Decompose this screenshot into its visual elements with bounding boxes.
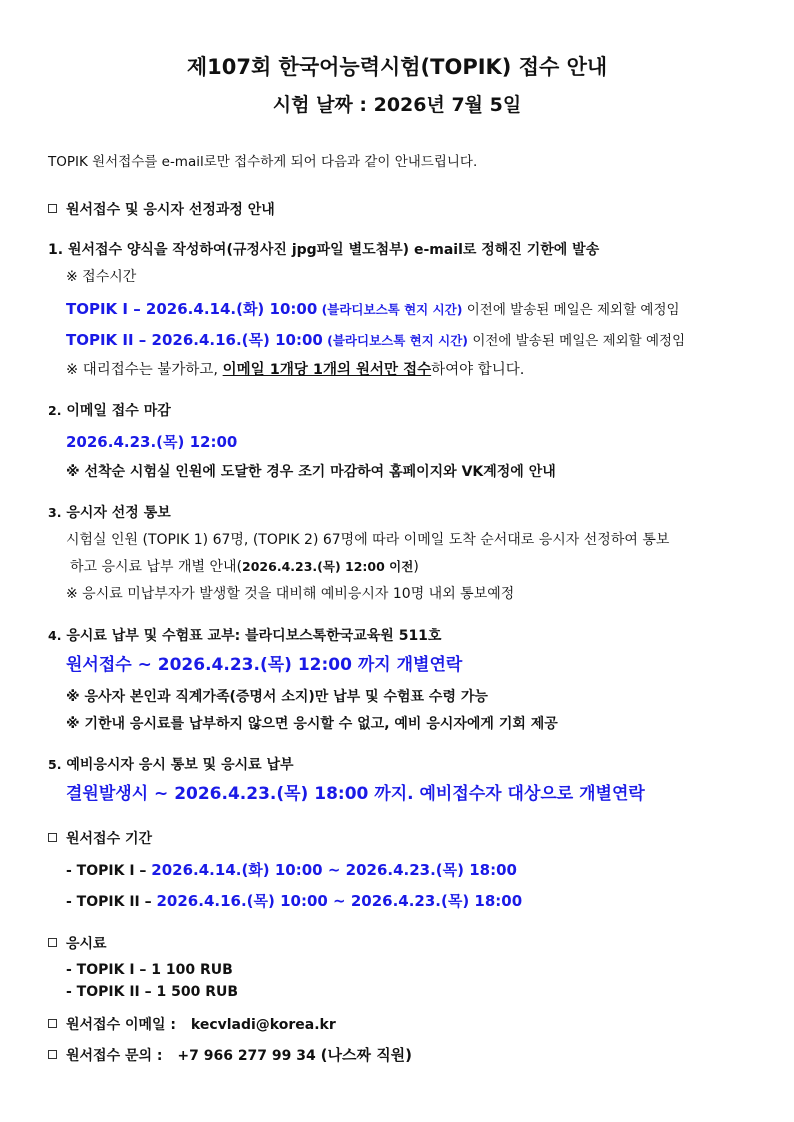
item-title-text: 응시자 선정 통보	[66, 505, 171, 521]
item4-note1: ※ 응사자 본인과 직계가족(증명서 소지)만 납부 및 수험표 수령 가능	[66, 689, 488, 705]
fee-topik2: - TOPIK II – 1 500 RUB	[66, 984, 239, 1000]
item1-proxy-note	[66, 361, 524, 379]
checkbox-square-icon	[48, 1019, 57, 1028]
item-number: 5.	[48, 757, 62, 772]
section-heading-text: 원서접수 문의 :	[66, 1048, 163, 1064]
period-range: 2026.4.14.(화) 10:00 ~ 2026.4.23.(목) 18:00	[151, 861, 517, 879]
item-number: 2.	[48, 403, 62, 418]
contact-person: (나스짜 직원)	[320, 1046, 413, 1064]
item4-title	[48, 627, 441, 645]
checkbox-square-icon	[48, 938, 57, 947]
contact-email-link[interactable]: kecvladi@korea.kr	[190, 1017, 336, 1033]
section-email	[48, 1016, 336, 1034]
section-heading-text: 원서접수 기간	[66, 831, 153, 847]
item3-line3: ※ 응시료 미납부자가 발생할 것을 대비해 예비응시자 10명 내외 통보예정	[66, 586, 515, 602]
local-time-note: (블라디보스톡 현지 시간)	[321, 302, 463, 317]
page-title: 제107회 한국어능력시험(TOPIK) 접수 안내	[186, 55, 608, 79]
checkbox-square-icon	[48, 204, 57, 213]
item-title-text: 응시료 납부 및 수험표 교부: 블라디보스톡한국교육원 511호	[66, 628, 442, 644]
contact-phone[interactable]: +7 966 277 99 34	[177, 1048, 316, 1064]
fee-guide-deadline: 2026.4.23.(목) 12:00 이전	[242, 559, 414, 574]
email-deadline: 2026.4.23.(목) 12:00	[66, 433, 238, 451]
item-number: 1.	[48, 242, 64, 258]
item-number: 4.	[48, 628, 62, 643]
fee-guide-text: 하고 응시료 납부 개별 안내(	[70, 559, 243, 575]
section-inquiry	[48, 1046, 412, 1065]
item3-title	[48, 504, 171, 522]
topik2-deadline: TOPIK II – 2026.4.16.(목) 10:00	[66, 331, 323, 349]
proxy-note-text-end: 하여야 합니다.	[431, 362, 525, 378]
exam-date: 시험 날짜 : 2026년 7월 5일	[272, 94, 522, 116]
item3-line2	[70, 558, 419, 576]
section-process-heading	[48, 201, 275, 219]
period-topik1	[66, 861, 517, 880]
period-label: - TOPIK I –	[66, 863, 147, 879]
item1-note-time: ※ 접수시간	[66, 269, 137, 285]
proxy-note-text: ※ 대리접수는 불가하고,	[66, 362, 219, 378]
period-topik2	[66, 892, 522, 911]
section-period-heading	[48, 830, 152, 848]
item1-topik2-line	[66, 331, 685, 350]
checkbox-square-icon	[48, 1050, 57, 1059]
item5-title	[48, 756, 294, 774]
item4-note2: ※ 기한내 응시료를 납부하지 않으면 응시할 수 없고, 예비 응시자에게 기회 제공	[66, 716, 558, 732]
period-label: - TOPIK II –	[66, 894, 152, 910]
section-heading-text: 원서접수 이메일 :	[66, 1017, 177, 1033]
item2-title	[48, 402, 171, 420]
early-close-note: ※ 선착순 시험실 인원에 도달한 경우 조기 마감하여 홈페이지와 VK계정에 안내	[66, 464, 556, 480]
item1-title	[48, 241, 599, 259]
intro-text: TOPIK 원서접수를 e-mail로만 접수하게 되어 다음과 같이 안내드립니다.	[48, 154, 478, 170]
item3-line1: 시험실 인원 (TOPIK 1) 67명, (TOPIK 2) 67명에 따라 이메일 도착 순서대로 응시자 선정하여 통보	[66, 532, 670, 548]
item-title-text: 원서접수 양식을 작성하여(규정사진 jpg파일 별도첨부) e-mail로 정해진 기한에 발송	[67, 242, 600, 258]
item-title-text: 예비응시자 응시 통보 및 응시료 납부	[66, 757, 294, 773]
checkbox-square-icon	[48, 833, 57, 842]
period-range: 2026.4.16.(목) 10:00 ~ 2026.4.23.(목) 18:00	[156, 892, 523, 910]
exclusion-note: 이전에 발송된 메일은 제외할 예정임	[466, 302, 680, 318]
local-time-note: (블라디보스톡 현지 시간)	[327, 333, 469, 348]
fee-guide-paren: )	[413, 559, 419, 575]
section-heading-text: 원서접수 및 응시자 선정과정 안내	[66, 202, 275, 218]
item5-contact: 결원발생시 ~ 2026.4.23.(목) 18:00 까지. 예비접수자 대상으로 개별연락	[66, 784, 645, 804]
item1-topik1-line	[66, 300, 680, 319]
proxy-note-emphasis: 이메일 1개당 1개의 원서만 접수	[222, 362, 432, 378]
section-heading-text: 응시료	[66, 936, 107, 952]
section-fee-heading	[48, 935, 107, 953]
item-number: 3.	[48, 505, 62, 520]
item-title-text: 이메일 접수 마감	[66, 403, 171, 419]
fee-topik1: - TOPIK I – 1 100 RUB	[66, 962, 233, 978]
topik1-deadline: TOPIK I – 2026.4.14.(화) 10:00	[66, 300, 318, 318]
item4-contact: 원서접수 ~ 2026.4.23.(목) 12:00 까지 개별연락	[66, 655, 463, 675]
exclusion-note: 이전에 발송된 메일은 제외할 예정임	[472, 333, 686, 349]
